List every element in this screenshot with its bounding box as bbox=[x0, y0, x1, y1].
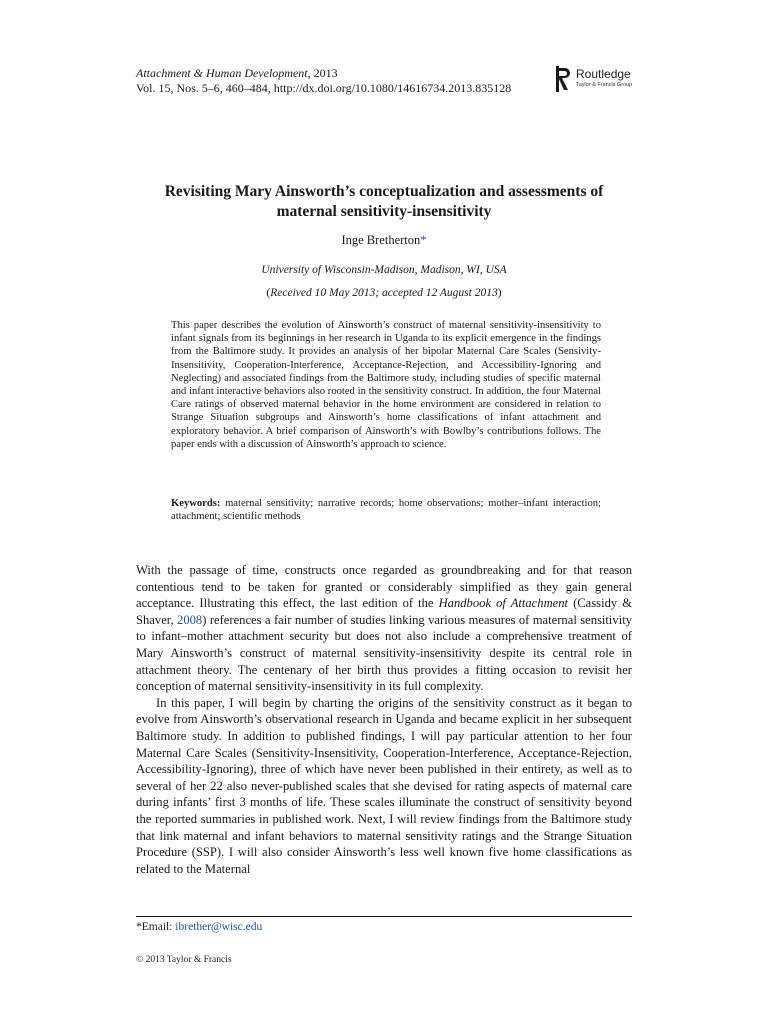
email-label: *Email: bbox=[136, 921, 176, 933]
volume-doi-line: Vol. 15, Nos. 5–6, 460–484, http://dx.doi.org/10.1080/14616734.2013.835128 bbox=[136, 81, 512, 95]
publisher-subtitle: Taylor & Francis Group bbox=[576, 82, 633, 88]
routledge-logo-icon bbox=[556, 66, 572, 92]
body-text: With the passage of time, constructs once regarded as groundbreaking and for that reason contentious tend to be taken for granted or considerably simplified as they gain general acceptance. Illustrating this effect, the last edition of the bbox=[136, 563, 632, 611]
keywords-list: maternal sensitivity; narrative records; home observations; mother–infant interaction; attachment; scientific methods bbox=[171, 498, 601, 523]
abstract bbox=[171, 319, 601, 451]
journal-name: Attachment & Human Development bbox=[136, 66, 308, 80]
citation-link[interactable]: 2008 bbox=[177, 612, 203, 627]
author-name: Inge Bretherton bbox=[341, 233, 421, 247]
email-link[interactable]: ibrether@wisc.edu bbox=[175, 921, 263, 933]
footnote-divider bbox=[136, 916, 632, 917]
abstract-text: This paper describes the evolution of Ainsworth’s construct of maternal sensitivity-insensitivity to infant signals from its beginnings in her research in Uganda to its explicit emergence in the findings from the Baltimore study. It provides an analysis of her bipolar Maternal Care Scales (Sensivity-Insensitivity, Cooperation-Interference, Acceptance-Rejection, and Accessibility-Ignoring and Neglecting) and associated findings from the Baltimore study, including studies of specific maternal and infant interactive behaviors also rooted in the sensitivity construct. In addition, the four Maternal Care ratings of observed maternal behavior in the home environment are considered in relation to Strange Situation subgroups and Ainsworth’s home classifications of infant attachment and exploratory behavior. A brief comparison of Ainsworth’s with Bowlby’s contributions follows. The paper ends with a discussion of Ainsworth’s approach to science. bbox=[171, 320, 601, 450]
author-footnote-link[interactable]: * bbox=[420, 233, 427, 247]
journal-year: , 2013 bbox=[307, 66, 338, 80]
received-dates bbox=[136, 286, 632, 301]
received-open-paren: ( bbox=[266, 287, 271, 299]
body-text: (Cassidy & Shaver, bbox=[136, 596, 633, 627]
book-title: Handbook of Attachment bbox=[438, 596, 569, 611]
article-body bbox=[136, 562, 632, 877]
publisher-logo bbox=[556, 66, 646, 96]
received-text: Received 10 May 2013; accepted 12 August 2013 bbox=[270, 287, 498, 299]
author-affiliation: University of Wisconsin-Madison, Madison, WI, USA bbox=[261, 264, 507, 276]
copyright-notice: © 2013 Taylor & Francis bbox=[136, 955, 232, 965]
article-title: Revisiting Mary Ainsworth’s conceptualization and assessments of maternal sensitivity-insensitivity bbox=[164, 183, 604, 220]
received-close-paren: ) bbox=[497, 287, 502, 299]
footnote-email bbox=[136, 920, 262, 934]
body-paragraph-1 bbox=[136, 562, 632, 695]
body-text: ) references a fair number of studies linking various measures of maternal sensitivity to infant–mother attachment security but does not also include a comprehensive treatment of Mary Ainsworth’s construct of maternal sensitivity-insensitivity despite its central role in attachment theory. The centenary of her birth thus provides a fitting occasion to revisit her conception of maternal sensitivity-insensitivity in its full complexity. bbox=[136, 612, 632, 694]
keywords-label: Keywords: bbox=[171, 498, 221, 509]
publisher-name: Routledge bbox=[576, 67, 631, 81]
keywords bbox=[171, 497, 601, 523]
article-author bbox=[136, 232, 632, 248]
body-paragraph-2: In this paper, I will begin by charting the origins of the sensitivity construct as it began to evolve from Ainsworth’s observational research in Uganda and became explicit in her subsequent Baltimore study. In addition to published findings, I will pay particular attention to her four Maternal Care Scales (Sensitivity-Insensitivity, Cooperation-Interference, Acceptance-Rejection, Accessibility-Ignoring), three of which have never been published in their entirety, as well as to several of her 22 also never-published scales that she devised for rating aspects of maternal care during infants’ first 3 months of life. These scales illuminate the construct of sensitivity beyond the reported summaries in published work. Next, I will review findings from the Baltimore study that link maternal and infant behaviors to maternal sensitivity ratings and the Strange Situation Procedure (SSP). I will also consider Ainsworth’s less well known five home classifications as related to the Maternal bbox=[136, 695, 632, 876]
